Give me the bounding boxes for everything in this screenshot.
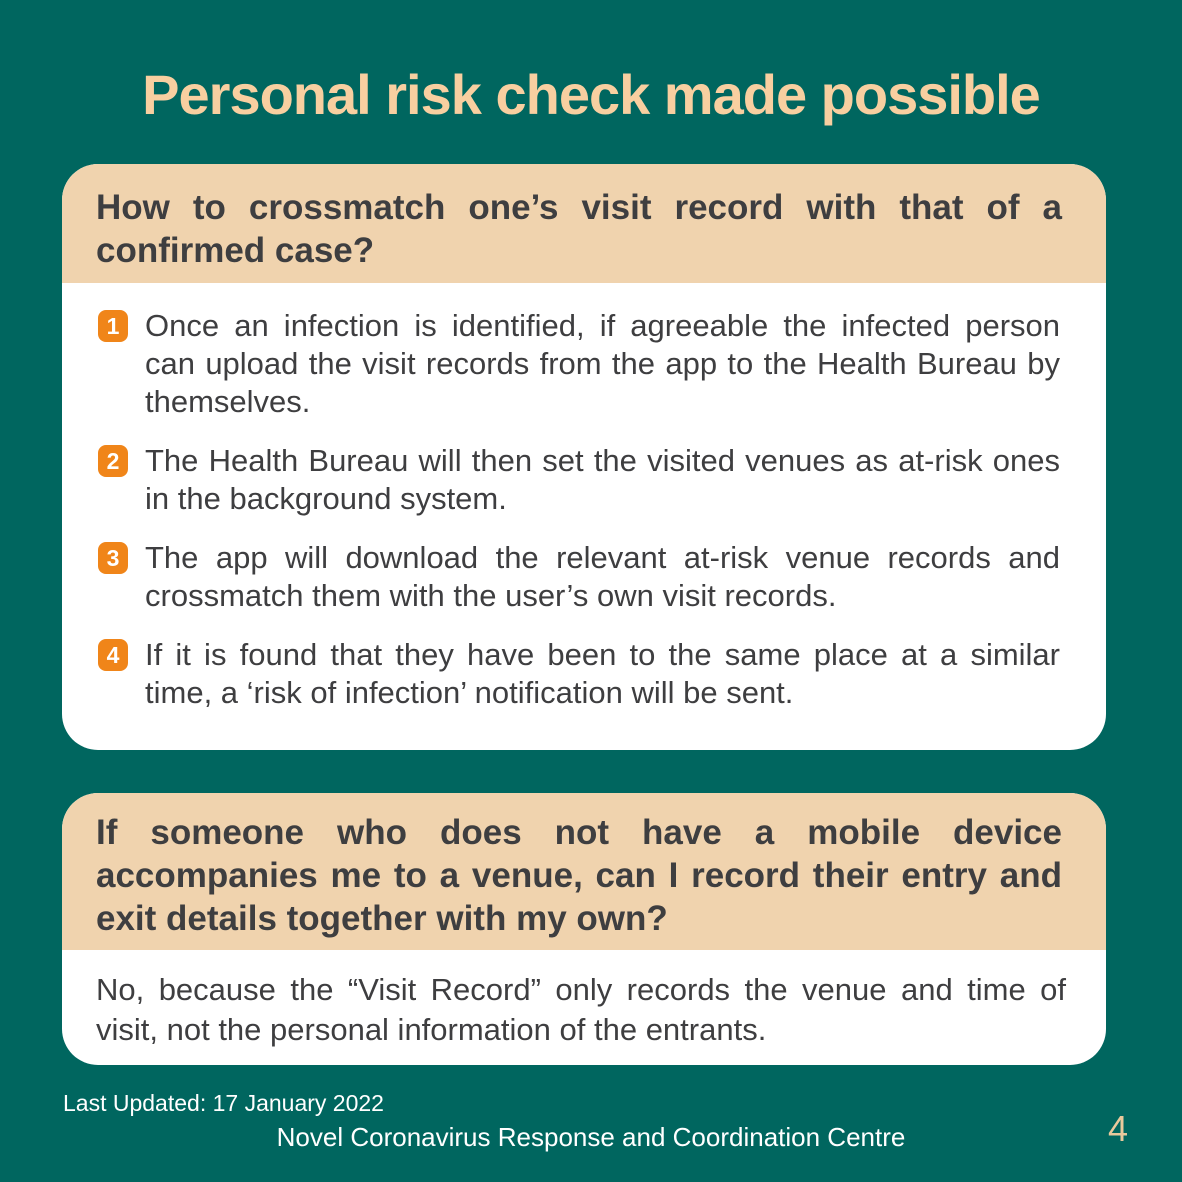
step-text: The app will download the relevant at-risk venue records and crossmatch them with the user’s own visit records.: [145, 540, 1060, 613]
steps-list: [62, 283, 1106, 712]
page-number: 4: [1108, 1108, 1129, 1149]
step-number-badge: 3: [98, 542, 128, 574]
step-item: [98, 539, 1060, 615]
faq-card-crossmatch: [62, 164, 1106, 750]
question-header: If someone who does not have a mobile device accompanies me to a venue, can I record their entry and exit details together with my own?: [62, 793, 1106, 950]
step-number-badge: 1: [98, 310, 128, 342]
step-item: [98, 442, 1060, 518]
step-text: Once an infection is identified, if agreeable the infected person can upload the visit records from the app to the Health Bureau by themselves.: [145, 308, 1060, 419]
step-text: The Health Bureau will then set the visited venues as at-risk ones in the background system.: [145, 443, 1060, 516]
step-number-badge: 2: [98, 445, 128, 477]
organization-name: Novel Coronavirus Response and Coordination Centre: [276, 1122, 906, 1152]
answer-text: No, because the “Visit Record” only records the venue and time of visit, not the personal information of the entrants.: [96, 972, 1066, 1047]
step-number-badge: 4: [98, 639, 128, 671]
step-text: If it is found that they have been to the same place at a similar time, a ‘risk of infection’ notification will be sent.: [145, 637, 1060, 710]
faq-card-companion: [62, 793, 1106, 1065]
answer-body: [62, 950, 1106, 1050]
question-header: How to crossmatch one’s visit record with that of a confirmed case?: [62, 164, 1106, 283]
last-updated-label: Last Updated: 17 January 2022: [63, 1090, 384, 1116]
step-item: [98, 307, 1060, 421]
step-item: [98, 636, 1060, 712]
page-title: Personal risk check made possible: [142, 63, 1040, 126]
